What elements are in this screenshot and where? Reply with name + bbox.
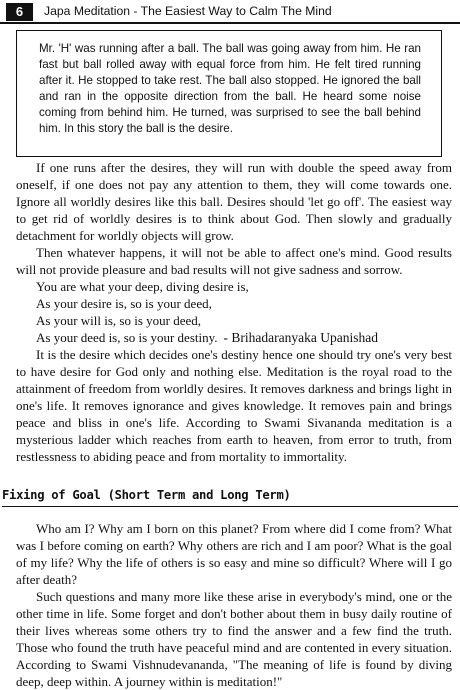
section-paragraph-2: Such questions and many more like these arise in everybody's mind, one or the other time in life. Some forget and don't bother about them in busy daily routine of their lives whereas some others try to find the answer and a few find the truth. Those who found the truth have peaceful mind and are contented in every situation. According to Swami Vishnudevananda, "The meaning of life is found by diving deep, deep within. A journey within is meditation!" bbox=[16, 589, 452, 689]
section-heading-text: Fixing of Goal (Short Term and Long Term) bbox=[2, 488, 291, 502]
section-heading bbox=[2, 486, 458, 507]
story-box bbox=[16, 30, 442, 157]
page-header bbox=[0, 0, 460, 24]
verse-line-4-text: As your deed is, so is your destiny. bbox=[36, 330, 218, 345]
verse-line-4 bbox=[16, 329, 452, 346]
section-paragraph-1: Who am I? Why am I born on this planet? From where did I come from? What was I before coming on earth? Why others are rich and I am poor? What is the goal of my life? Why the life of others is so easy and mine so difficult? Where will I go after death? bbox=[16, 521, 452, 587]
verse-source: - Brihadaranyaka Upanishad bbox=[223, 330, 378, 345]
verse-line-2: As your desire is, so is your deed, bbox=[36, 296, 212, 311]
verse-line-3: As your will is, so is your deed, bbox=[36, 313, 202, 328]
body-paragraph-1: If one runs after the desires, they will run with double the speed away from oneself, if one does not pay any attention to them, they will come towards one. Ignore all worldly desires like this ball. Desires should 'let go off'. The easiest way to get rid of worldly desires is to think about God. Then slowly and gradually detachment for worldly objects will grow. bbox=[16, 160, 452, 243]
story-text: Mr. 'H' was running after a ball. The ball was going away from him. He ran fast but ball rolled away with equal force from him. He felt tired running after it. He stopped to take rest. The ball also stopped. He ignored the ball and ran in the opposite direction from the ball. He heard some noise coming from behind him. He turned, was surprised to see the ball behind him. In this story the ball is the desire. bbox=[39, 42, 421, 135]
section-body bbox=[16, 520, 452, 690]
running-title: Japa Meditation - The Easiest Way to Calm The Mind bbox=[44, 4, 332, 18]
verse-line-1: You are what your deep, diving desire is, bbox=[36, 279, 249, 294]
body-paragraph-2: Then whatever happens, it will not be able to affect one's mind. Good results will not provide pleasure and bad results will not give sadness and sorrow. bbox=[16, 245, 452, 277]
body-paragraph-3: It is the desire which decides one's destiny hence one should try one's very best to have desire for God only and nothing else. Meditation is the royal road to the attainment of freedom from worldly desires. It removes darkness and brings light in one's life. It removes ignorance and gives knowledge. It removes pain and brings peace and bliss in one's life. According to Swami Sivananda meditation is a mysterious ladder which reaches from earth to heaven, from error to truth, from restlessness to abiding peace and from mortality to immortality. bbox=[16, 347, 452, 464]
page-number: 6 bbox=[6, 3, 33, 21]
main-body bbox=[16, 159, 452, 465]
